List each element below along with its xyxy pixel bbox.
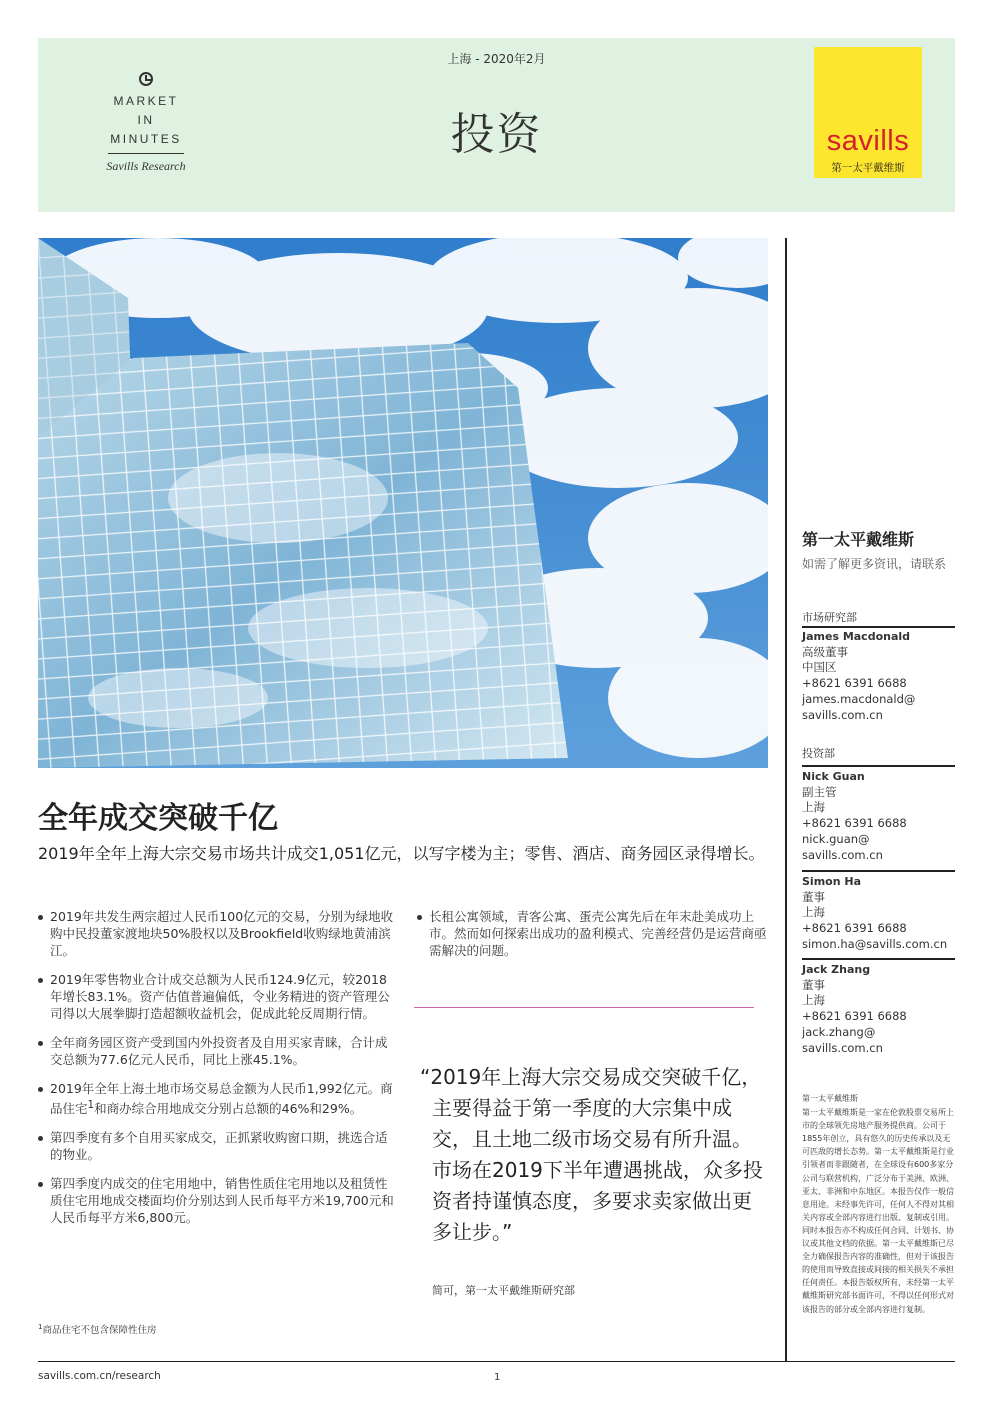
- footnote-text: 商品住宅不包含保障性住房: [42, 1325, 157, 1336]
- contact-name: Nick Guan: [802, 770, 865, 783]
- clock-icon: [139, 72, 153, 86]
- report-date: 上海 - 2020年2月: [447, 52, 546, 66]
- contact-card: [802, 874, 957, 953]
- contact-email[interactable]: nick.guan@: [802, 831, 870, 846]
- contact-card: [802, 629, 957, 723]
- series-word: IN: [137, 113, 155, 127]
- footer-url[interactable]: savills.com.cn/research: [38, 1370, 161, 1382]
- bullet-text: 和商办综合用地成交分别占总额的46%和29%。: [94, 1101, 363, 1117]
- bullet-text: 2019年全年上海土地市场交易总金额为人民币1,992亿元。商品住宅: [50, 1081, 393, 1117]
- about-savills: [802, 1092, 957, 1316]
- quote-source: 简可，第一太平戴维斯研究部: [432, 1284, 575, 1297]
- department-rule: [802, 765, 955, 767]
- contact-phone[interactable]: +8621 6391 6688: [802, 816, 907, 831]
- contact-rule: [802, 870, 955, 872]
- article-lede: 2019年全年上海大宗交易市场共计成交1,051亿元，以写字楼为主；零售、酒店、商务园区录得增长。: [38, 844, 765, 863]
- contact-region: 上海: [802, 800, 825, 815]
- bullet-item: 全年商务园区资产受到国内外投资者及自用买家青睐，合计成交总额为77.6亿元人民币，同比上涨45.1%。: [38, 1034, 396, 1068]
- bullet-item: [38, 1080, 396, 1117]
- report-title: 投资: [450, 109, 543, 160]
- footer-rule: [38, 1361, 955, 1362]
- contact-card: [802, 962, 957, 1056]
- about-body: 第一太平戴维斯是一家在伦敦股票交易所上市的全球领先房地产服务提供商。公司于1855年创立，具有悠久的历史传承以及无可匹敌的增长态势。第一太平戴维斯是行业引领者而非跟随者，在全球设有600多家分公司与联营机构，广泛分布于美洲、欧洲、亚太、非洲和中东地区。本报告仅作一般信息用途。未经事先许可，任何人不得对其相关内容或全部内容进行出版、复制或引用。同时本报告亦不构成任何合同、计划书、协议或其他文档的依据。第一太平戴维斯已尽全力确保报告内容的准确性，但对于该报告的使用而导致直接或间接的相关损失不承担任何责任。本报告版权所有，未经第一太平戴维斯研究部书面许可，不得以任何形式对该报告的部分或全部内容进行复制。: [802, 1108, 954, 1314]
- bullet-list-right: [417, 908, 767, 971]
- pull-quote: “2019年上海大宗交易成交突破千亿，主要得益于第一季度的大宗集中成交，且土地二级市场交易有所升温。市场在2019下半年遭遇挑战，众多投资者持谨慎态度，多要求卖家做出更多让步。”: [420, 1065, 763, 1244]
- department-rule: [802, 626, 955, 628]
- series-word: MARKET: [113, 94, 179, 108]
- bullet-item: 2019年零售物业合计成交总额为人民币124.9亿元，较2018年增长83.1%。资产估值普遍偏低，令业务精进的资产管理公司得以大展拳脚打造超额收益机会，促成此轮反周期行情。: [38, 971, 396, 1022]
- contact-role: 董事: [802, 889, 825, 904]
- report-header: [38, 38, 955, 212]
- contact-email[interactable]: jack.zhang@: [802, 1024, 876, 1039]
- contact-card: [802, 769, 957, 863]
- series-word: MINUTES: [110, 132, 182, 146]
- contact-email[interactable]: savills.com.cn: [802, 1040, 883, 1055]
- bullet-item: 第四季度有多个自用买家成交，正抓紧收购窗口期，挑选合适的物业。: [38, 1129, 396, 1163]
- department-label: 市场研究部: [802, 611, 857, 624]
- contact-region: 中国区: [802, 660, 837, 675]
- bullet-item: 第四季度内成交的住宅用地中，销售性质住宅用地以及租赁性质住宅用地成交楼面均价分别达到人民币每平方米19,700元和人民币每平方米6,800元。: [38, 1175, 396, 1226]
- contact-email[interactable]: simon.ha@savills.com.cn: [802, 936, 948, 951]
- about-title: 第一太平戴维斯: [802, 1094, 858, 1103]
- contact-region: 上海: [802, 905, 825, 920]
- contact-role: 高级董事: [802, 644, 848, 659]
- contact-email[interactable]: james.macdonald@: [802, 691, 916, 706]
- bullet-item: 2019年共发生两宗超过人民币100亿元的交易，分别为绿地收购中民投董家渡地块50%股权以及Brookfield收购绿地黄浦滨江。: [38, 908, 396, 959]
- quote-divider: [414, 1007, 754, 1008]
- sidebar-title: 第一太平戴维斯: [802, 530, 915, 549]
- contact-email[interactable]: savills.com.cn: [802, 847, 883, 862]
- contact-phone[interactable]: +8621 6391 6688: [802, 1009, 907, 1024]
- footnote-marker: 1: [38, 1322, 43, 1331]
- savills-logo: [814, 47, 922, 178]
- contact-email[interactable]: savills.com.cn: [802, 707, 883, 722]
- contact-name: Jack Zhang: [802, 963, 871, 976]
- department-label: 投资部: [802, 747, 835, 760]
- page-number: 1: [494, 1372, 501, 1383]
- sidebar-intro: 如需了解更多资讯，请联系: [802, 557, 947, 571]
- logo-brand-text: savills: [826, 125, 910, 157]
- footnote: [38, 1322, 156, 1336]
- contact-rule: [802, 958, 955, 960]
- footnote-marker: 1: [87, 1099, 95, 1111]
- contact-phone[interactable]: +8621 6391 6688: [802, 921, 907, 936]
- series-subtitle: Savills Research: [106, 159, 186, 173]
- glass-building-sky-image: [38, 238, 768, 768]
- contact-name: James Macdonald: [802, 630, 911, 643]
- bullet-list-left: [38, 908, 396, 1238]
- logo-chinese-text: 第一太平戴维斯: [831, 162, 905, 174]
- column-divider: [785, 238, 787, 1362]
- contact-name: Simon Ha: [802, 875, 862, 888]
- article-headline: 全年成交突破千亿: [38, 801, 278, 836]
- bullet-item: 长租公寓领域，青客公寓、蛋壳公寓先后在年末赴美成功上市。然而如何探索出成功的盈利模式、完善经营仍是运营商亟需解决的问题。: [417, 908, 767, 959]
- contact-phone[interactable]: +8621 6391 6688: [802, 676, 907, 691]
- contact-region: 上海: [802, 993, 825, 1008]
- hero-photo: [38, 238, 768, 768]
- contact-role: 董事: [802, 977, 825, 992]
- contact-role: 副主管: [802, 784, 837, 799]
